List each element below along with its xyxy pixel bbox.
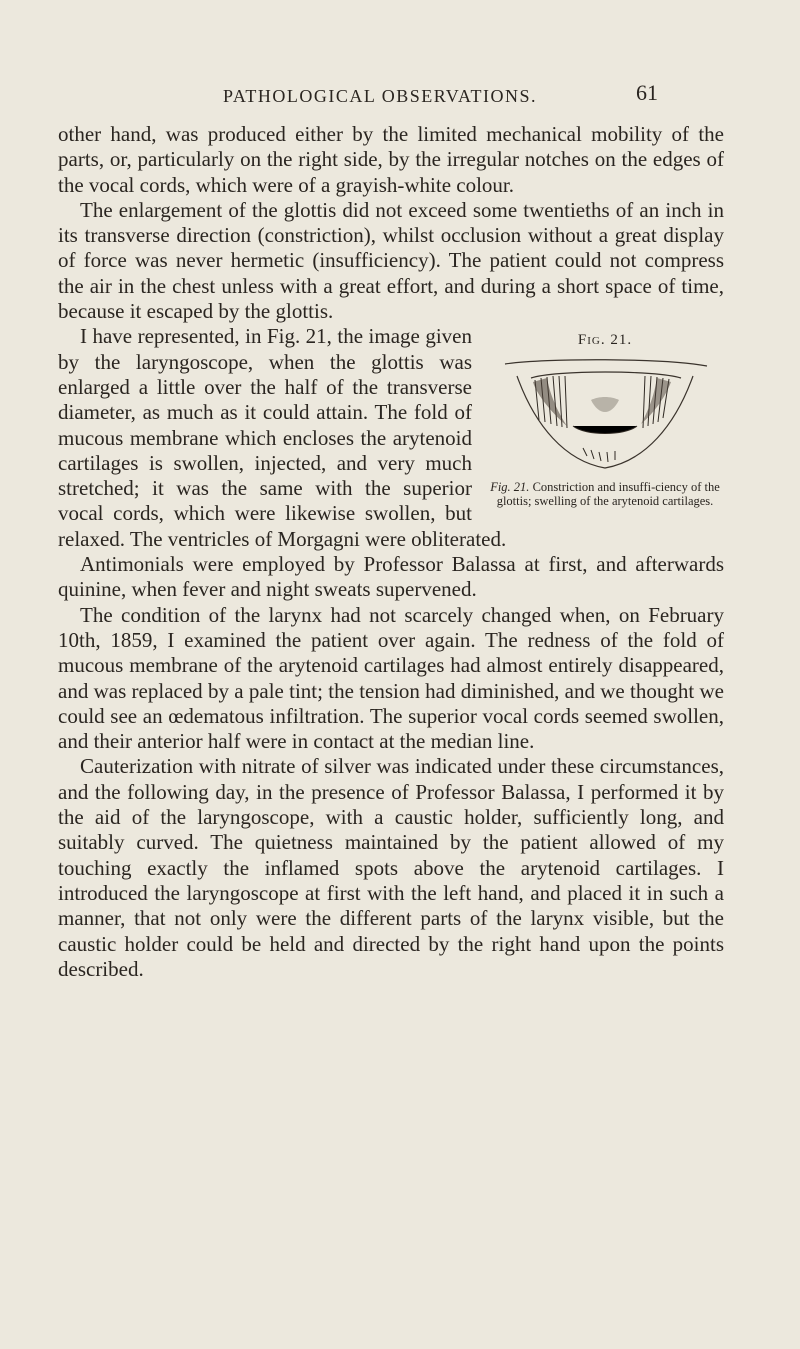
paragraph-3: I have represented, in Fig. 21, the image given by the laryngoscope, when the glottis was enlarged a little over the half of the transverse diameter, as much as it could attain. The fold of mucous membrane which encloses the arytenoid cartilages is swollen, injected, and very much stretched; it was the same with the superior vocal cords, which were likewise swollen, but relaxed. The ventricles of Morgagni were obliterated. (58, 324, 507, 551)
paragraph-2: The enlargement of the glottis did not exceed some twentieths of an inch in its transverse direction (constriction), whilst occlusion without a great display of force was never hermetic (insufficiency). The patient could not compress the air in the chest unless with a great effort, and during a short space of time, because it escaped by the glottis. (58, 197, 724, 324)
paragraph-6: Cauterization with nitrate of silver was indicated under these circumstances, and the following day, in the presence of Professor Balassa, I performed it by the aid of the laryngoscope, with a caustic holder, sufficiently long, and suitably curved. The quietness maintained by the patient allowed of my touching exactly the inflamed spots above the arytenoid cartilages. I introduced the laryngoscope at first with the left hand, and placed it in such a manner, that not only were the different parts of the larynx visible, but the caustic holder could be held and directed by the right hand upon the points described. (58, 754, 724, 981)
page-number: 61 (636, 80, 658, 105)
figure-caption-text: Constriction and insuffi-ciency of the glottis; swelling of the arytenoid cartilages. (496, 479, 720, 508)
larynx-illustration-icon (495, 356, 715, 476)
paragraph-4: Antimonials were employed by Professor Balassa at first, and afterwards quinine, when fever and night sweats supervened. (58, 552, 724, 602)
paragraph-1: other hand, was produced either by the limited mechanical mobility of the parts, or, particularly on the right side, by the irregular notches on the edges of the vocal cords, which were of a grayish-white colour. (58, 122, 724, 197)
figure-caption-ref: Fig. 21. (490, 479, 530, 494)
body-text (58, 122, 724, 982)
figure-caption (486, 480, 724, 508)
running-title: PATHOLOGICAL OBSERVATIONS. (223, 86, 537, 106)
figure-label: Fig. 21. (577, 332, 633, 349)
figure-21 (486, 328, 724, 507)
paragraph-5: The condition of the larynx had not scarcely changed when, on February 10th, 1859, I examined the patient over again. The redness of the fold of mucous membrane of the arytenoid cartilages had almost entirely disappeared, and was replaced by a pale tint; the tension had diminished, and we thought we could see an œdematous infiltration. The superior vocal cords seemed swollen, and their anterior half were in contact at the median line. (58, 602, 724, 754)
